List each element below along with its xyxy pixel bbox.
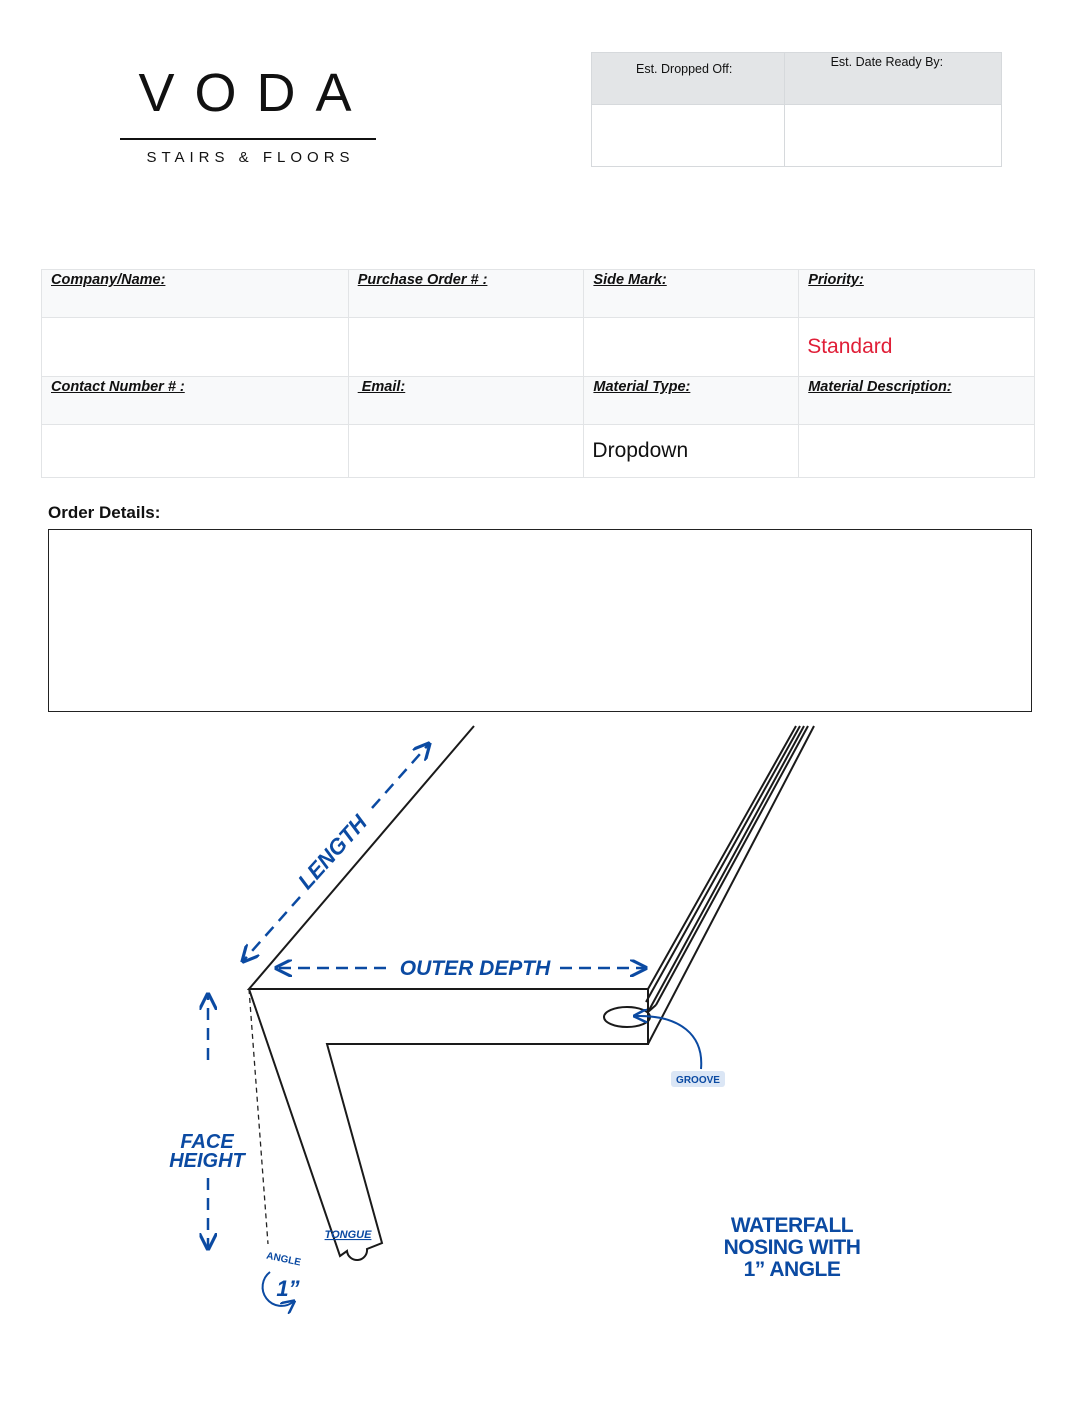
angle-callout — [263, 1251, 303, 1306]
groove-label: GROOVE — [676, 1075, 720, 1086]
company-logo — [112, 62, 384, 168]
order-info-table — [41, 269, 1035, 478]
angle-reference-line — [249, 989, 268, 1244]
purchase-order-label: Purchase Order # : — [348, 270, 584, 318]
diagram-title-line-2: NOSING WITH — [723, 1236, 861, 1259]
material-description-field[interactable] — [799, 425, 1035, 478]
face-height-label-2: HEIGHT — [169, 1150, 245, 1172]
order-details-textarea[interactable] — [48, 529, 1032, 712]
priority-label: Priority: — [799, 270, 1035, 318]
priority-field[interactable]: Standard — [799, 318, 1035, 377]
angle-value-label: 1” — [276, 1276, 300, 1301]
contact-number-label: Contact Number # : — [42, 377, 349, 425]
diagram-title-line-3: 1” ANGLE — [743, 1258, 841, 1281]
face-height-label-1: FACE — [180, 1131, 234, 1153]
board-outline — [249, 726, 814, 1260]
side-mark-label: Side Mark: — [584, 270, 799, 318]
est-ready-by-field[interactable] — [784, 105, 1001, 167]
angle-word-label: ANGLE — [265, 1250, 302, 1269]
est-ready-by-label: Est. Date Ready By: — [830, 55, 944, 69]
material-description-label: Material Description: — [799, 377, 1035, 425]
contact-number-field[interactable] — [42, 425, 349, 478]
company-name-label: Company/Name: — [42, 270, 349, 318]
est-dropped-off-header — [592, 53, 784, 105]
estimate-dates-box — [591, 52, 1002, 167]
email-field[interactable] — [348, 425, 584, 478]
material-type-dropdown[interactable]: Dropdown — [584, 425, 799, 478]
logo-divider — [120, 138, 376, 140]
email-label: Email: — [348, 377, 584, 425]
est-dropped-off-label: Est. Dropped Off: — [636, 62, 733, 76]
groove-callout — [636, 1016, 725, 1087]
length-dimension — [244, 745, 428, 960]
est-ready-by-header — [784, 53, 1001, 105]
face-height-dimension — [169, 996, 246, 1247]
logo-tagline: STAIRS & FLOORS — [146, 149, 355, 166]
side-mark-field[interactable] — [584, 318, 799, 377]
outer-depth-label: OUTER DEPTH — [399, 957, 551, 980]
waterfall-nosing-diagram — [0, 720, 1088, 1340]
order-details-label: Order Details: — [48, 503, 161, 522]
purchase-order-field[interactable] — [348, 318, 584, 377]
est-dropped-off-field[interactable] — [592, 105, 784, 167]
diagram-title — [724, 1214, 861, 1281]
tongue-label: TONGUE — [324, 1229, 372, 1241]
logo-wordmark: VODA — [138, 63, 372, 123]
company-name-field[interactable] — [42, 318, 349, 377]
diagram-title-line-1: WATERFALL — [730, 1214, 854, 1237]
outer-depth-dimension — [278, 957, 644, 980]
length-label: LENGTH — [292, 810, 372, 894]
material-type-label: Material Type: — [584, 377, 799, 425]
